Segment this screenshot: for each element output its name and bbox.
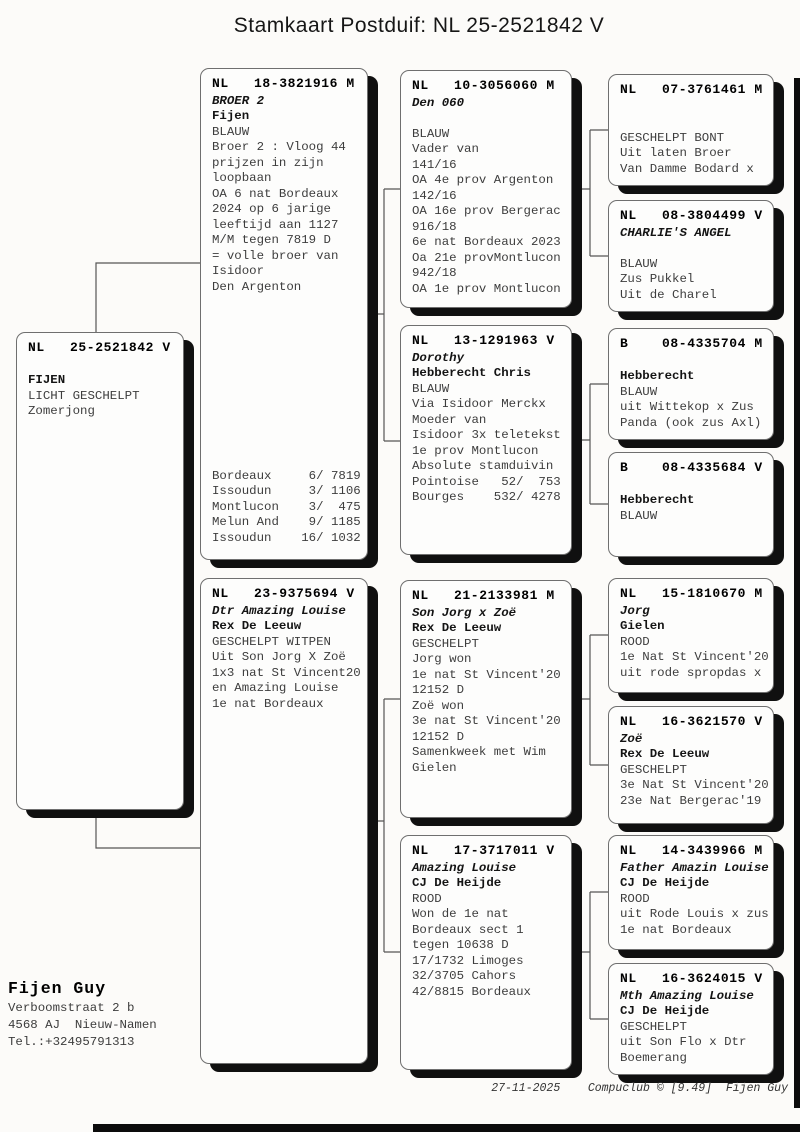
text-line: Broer 2 : Vloog 44 — [212, 140, 346, 154]
text-line: 12152 D — [412, 729, 465, 744]
text-line: GESCHELPT — [412, 636, 479, 651]
text-line: Uit Son Jorg X Zoë — [212, 650, 346, 664]
ring-number: NL 21-2133981 M — [412, 588, 555, 603]
text-line — [28, 358, 179, 374]
text-line: Boemerang — [620, 1050, 687, 1065]
text-line: uit Wittekop x Zus — [620, 400, 754, 414]
text-line: Jorg — [620, 603, 650, 618]
text-line: Rex De Leeuw — [212, 619, 302, 633]
text-line: 3e Nat St Vincent'20 — [620, 778, 769, 792]
text-line: GESCHELPT BONT — [620, 130, 725, 145]
ring-number: NL 15-1810670 M — [620, 586, 763, 601]
text-line: Hebberecht Chris — [412, 366, 531, 380]
text-line: 1e Nat St Vincent'20 — [620, 650, 769, 664]
ring-number: NL 16-3621570 V — [620, 714, 763, 729]
text-line: Panda (ook zus Axl) — [620, 415, 762, 430]
text-line: Isidoor — [212, 264, 265, 278]
text-line: Isidoor 3x teletekst — [412, 428, 561, 442]
text-line: Zoë won — [412, 698, 465, 713]
text-line: Zus Pukkel — [620, 272, 695, 286]
text-line: Van Damme Bodard x — [620, 161, 754, 176]
ring-number: NL 25-2521842 V — [28, 340, 171, 355]
text-line: Fijen — [212, 109, 250, 123]
text-line: = volle broer van — [212, 248, 339, 263]
text-line: Uit laten Broer — [620, 146, 732, 160]
text-line: FIJEN — [28, 373, 66, 387]
ring-number: NL 08-3804499 V — [620, 208, 763, 223]
pedigree-box-g3d — [400, 835, 572, 1070]
text-line — [620, 478, 769, 494]
text-line: Amazing Louise — [412, 860, 517, 875]
text-line: BLAUW — [212, 124, 250, 139]
text-line: Moeder van — [412, 412, 487, 427]
ring-number: NL 07-3761461 M — [620, 82, 763, 97]
text-line: Dorothy — [412, 350, 465, 365]
owner-block — [8, 978, 157, 1051]
text-line: Samenkweek met Wim — [412, 745, 546, 759]
pedigree-box-subject — [16, 332, 184, 810]
text-line: 23e Nat Bergerac'19 — [620, 793, 762, 808]
text-line: uit Rode Louis x zus — [620, 907, 769, 921]
text-line: BLAUW — [620, 384, 658, 399]
text-line: 1e nat Bordeaux — [620, 922, 732, 937]
text-line: Son Jorg x Zoë — [412, 605, 517, 620]
text-line: 141/16 — [412, 157, 457, 172]
text-line: 916/18 — [412, 219, 457, 234]
ring-number: NL 23-9375694 V — [212, 586, 355, 601]
text-line: 42/8815 Bordeaux — [412, 984, 531, 999]
text-line: ROOD — [412, 891, 442, 906]
text-line: ROOD — [620, 891, 650, 906]
text-line: 942/18 — [412, 266, 457, 280]
text-line: Pointoise 52/ 753 — [412, 474, 561, 489]
footer-software: Compuclub © [9.49] — [587, 1082, 713, 1095]
race-result-line: Issoudun 16/ 1032 — [212, 530, 361, 545]
text-line: 1e nat Bordeaux — [212, 696, 324, 711]
text-line: CHARLIE'S ANGEL — [620, 225, 732, 240]
owner-name: Fijen Guy — [8, 979, 107, 998]
pedigree-box-g4h — [608, 963, 774, 1075]
text-line: CJ De Heijde — [620, 1004, 710, 1018]
text-line: GESCHELPT WITPEN — [212, 634, 331, 649]
scan-artifact-bottom-bar — [93, 1124, 800, 1132]
text-line: GESCHELPT — [620, 1019, 687, 1034]
text-line: OA 4e prov Argenton — [412, 173, 554, 187]
text-line: Jorg won — [412, 652, 472, 666]
text-line: 32/3705 Cahors — [412, 969, 517, 983]
ring-number: NL 18-3821916 M — [212, 76, 355, 91]
pedigree-box-g4f — [608, 706, 774, 824]
race-result-line: Issoudun 3/ 1106 — [212, 484, 361, 498]
ring-number: B 08-4335684 V — [620, 460, 763, 475]
text-line: en Amazing Louise — [212, 681, 339, 695]
text-line: 2024 op 6 jarige — [212, 202, 331, 216]
ring-number: NL 10-3056060 M — [412, 78, 555, 93]
text-line — [412, 111, 567, 127]
text-line: Dtr Amazing Louise — [212, 603, 346, 618]
text-line: Vader van — [412, 142, 479, 156]
text-line: 1e prov Montlucon — [412, 443, 539, 458]
text-line: Uit de Charel — [620, 287, 717, 302]
race-result-line: Melun And 9/ 1185 — [212, 515, 361, 529]
text-line: 142/16 — [412, 188, 457, 203]
text-line: Hebberecht — [620, 369, 695, 383]
text-line: Gielen — [620, 619, 665, 633]
text-line: Won de 1e nat — [412, 907, 509, 921]
pedigree-box-g3b — [400, 325, 572, 555]
text-line: Zomerjong — [28, 404, 95, 418]
pedigree-box-g4d — [608, 452, 774, 557]
text-line: Den 060 — [412, 95, 465, 110]
owner-address-line: 4568 AJ Nieuw-Namen — [8, 1018, 157, 1032]
pedigree-box-g4e — [608, 578, 774, 693]
ring-number: NL 13-1291963 V — [412, 333, 555, 348]
scan-artifact-right-edge — [794, 78, 800, 1108]
text-line: Absolute stamduivin — [412, 459, 554, 473]
owner-address-line: Verboomstraat 2 b — [8, 1001, 135, 1015]
ring-number: NL 16-3624015 V — [620, 971, 763, 986]
race-result-line: Bordeaux 6/ 7819 — [212, 468, 361, 483]
text-line — [620, 241, 769, 257]
text-line: 17/1732 Limoges — [412, 953, 524, 968]
race-result-line: Montlucon 3/ 475 — [212, 499, 361, 514]
pedigree-box-g4a — [608, 74, 774, 186]
text-line: Father Amazin Louise — [620, 860, 769, 875]
text-line: Oa 21e provMontlucon — [412, 250, 561, 265]
text-line: BLAUW — [620, 508, 658, 523]
text-line: loopbaan — [212, 171, 272, 185]
text-line: prijzen in zijn — [212, 155, 324, 170]
footer-owner: Fijen Guy — [725, 1082, 788, 1095]
text-line: BLAUW — [412, 381, 450, 396]
race-results — [212, 469, 363, 547]
text-line: OA 6 nat Bordeaux — [212, 186, 339, 201]
text-line: CJ De Heijde — [412, 876, 502, 890]
text-line: 1x3 nat St Vincent20 — [212, 665, 361, 680]
text-line: Gielen — [412, 760, 457, 775]
pedigree-box-g3c — [400, 580, 572, 818]
text-line: OA 1e prov Montlucon — [412, 281, 561, 296]
text-line: GESCHELPT — [620, 762, 687, 777]
text-line: Bordeaux sect 1 — [412, 922, 524, 937]
text-line: Hebberecht — [620, 493, 695, 507]
ring-number: B 08-4335704 M — [620, 336, 763, 351]
print-footer — [491, 1082, 788, 1095]
ring-number: NL 14-3439966 M — [620, 843, 763, 858]
text-line: tegen 10638 D — [412, 938, 509, 952]
text-line: 3e nat St Vincent'20 — [412, 714, 561, 728]
text-line — [620, 354, 769, 370]
page-title: Stamkaart Postduif: NL 25-2521842 V — [233, 14, 605, 37]
text-line: Via Isidoor Merckx — [412, 397, 546, 411]
text-line: Mth Amazing Louise — [620, 988, 754, 1003]
text-line: leeftijd aan 1127 — [212, 217, 339, 232]
owner-phone: Tel.:+32495791313 — [8, 1035, 135, 1049]
text-line: ROOD — [620, 634, 650, 649]
pedigree-box-g4c — [608, 328, 774, 440]
footer-date: 27-11-2025 — [491, 1082, 561, 1095]
pedigree-box-g3a — [400, 70, 572, 308]
text-line: uit rode spropdas x — [620, 665, 762, 680]
pedigree-box-g4g — [608, 835, 774, 950]
text-line: CJ De Heijde — [620, 876, 710, 890]
text-line — [620, 115, 769, 131]
text-line: Rex De Leeuw — [620, 747, 710, 761]
text-line — [620, 100, 769, 116]
ring-number: NL 17-3717011 V — [412, 843, 555, 858]
pedigree-box-g4b — [608, 200, 774, 312]
text-line: BROER 2 — [212, 93, 265, 108]
text-line: M/M tegen 7819 D — [212, 233, 331, 247]
text-line: Rex De Leeuw — [412, 621, 502, 635]
text-line: uit Son Flo x Dtr — [620, 1035, 747, 1049]
text-line: LICHT GESCHELPT — [28, 388, 140, 403]
text-line: Bourges 532/ 4278 — [412, 490, 561, 504]
text-line: Zoë — [620, 731, 643, 746]
text-line: OA 16e prov Bergerac — [412, 204, 561, 218]
text-line: 1e nat St Vincent'20 — [412, 667, 561, 682]
text-line: Den Argenton — [212, 279, 302, 294]
text-line: BLAUW — [620, 256, 658, 271]
pedigree-box-dam — [200, 578, 368, 1064]
text-line: 6e nat Bordeaux 2023 — [412, 235, 561, 249]
pedigree-box-sire — [200, 68, 368, 560]
text-line: 12152 D — [412, 683, 465, 697]
text-line: BLAUW — [412, 126, 450, 141]
